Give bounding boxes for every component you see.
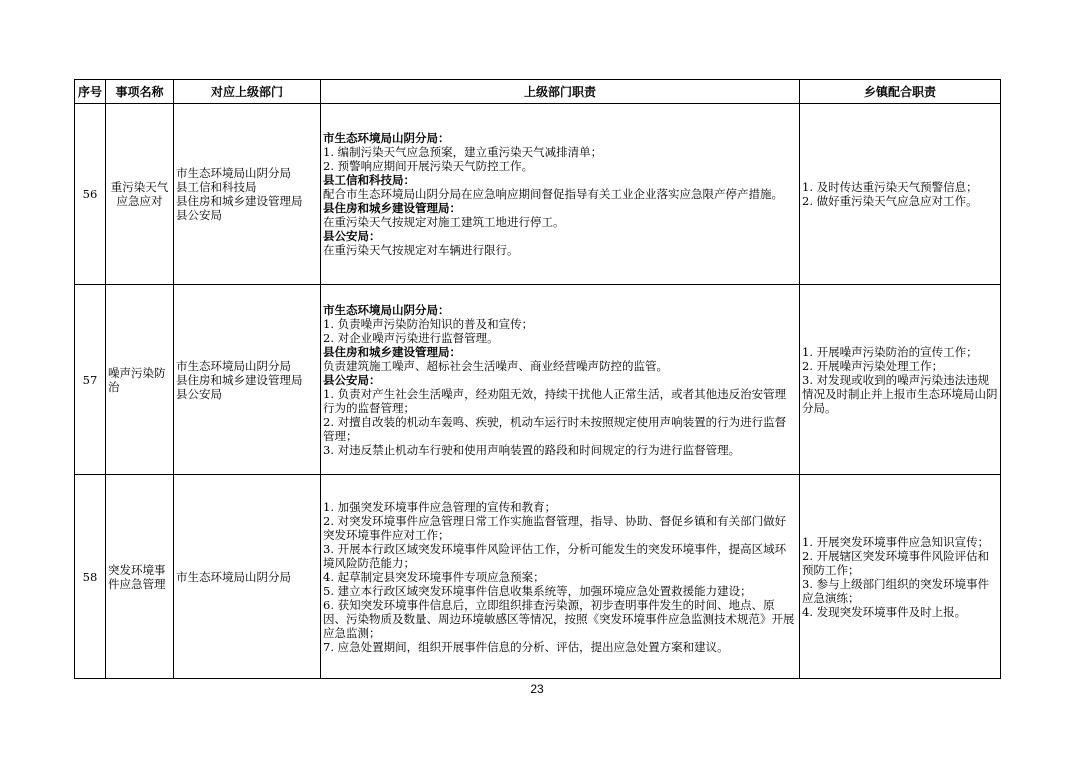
town-duty: 2. 做好重污染天气应急应对工作。 [802,194,978,208]
department: 县住房和城乡建设管理局 [176,194,303,208]
department: 县公安局 [176,386,222,401]
duty-list [321,475,800,679]
header-no: 序号 [75,80,106,104]
duty-line: 1. 负责对产生社会生活噪声，经劝阻无效，持续干扰他人正常生活，或者其他违反治安管理行为的监督管理； [323,386,787,415]
table-row [75,285,1001,475]
duty-line: 2. 对企业噪声污染进行监督管理。 [323,330,499,345]
department: 县公安局 [176,208,222,222]
row-number: 58 [75,475,106,679]
department: 市生态环境局山阴分局 [176,569,291,584]
town-duty: 3. 对发现或收到的噪声污染违法违规情况及时制止并上报市生态环境局山阴分局。 [802,372,998,415]
duty-line: 在重污染天气按规定对施工建筑工地进行停工。 [323,215,565,229]
town-duty: 2. 开展辖区突发环境事件风险评估和预防工作； [802,548,990,577]
duty-line: 7. 应急处置期间，组织开展事件信息的分析、评估，提出应急处置方案和建议。 [323,639,729,654]
table-row [75,104,1001,285]
town-duty-list [800,104,1001,285]
duty-line: 在重污染天气按规定对车辆进行限行。 [323,243,519,257]
department: 县工信和科技局 [176,180,257,194]
department: 市生态环境局山阴分局 [176,166,291,180]
duty-dept-heading: 市生态环境局山阴分局： [323,302,450,317]
responsibility-table [74,79,1001,679]
duty-list [321,104,800,285]
duty-dept-heading: 县工信和科技局： [323,173,415,187]
town-duty: 1. 开展突发环境事件应急知识宣传； [802,534,990,549]
department-list [174,285,321,475]
duty-dept-heading: 县住房和城乡建设管理局： [323,344,461,359]
duty-line: 3. 对违反禁止机动车行驶和使用声响装置的路段和时间规定的行为进行监督管理。 [323,442,741,457]
duty-dept-heading: 县住房和城乡建设管理局： [323,201,461,215]
duty-line: 1. 加强突发环境事件应急管理的宣传和教育； [323,499,557,514]
duty-line: 负责建筑施工噪声、超标社会生活噪声、商业经营噪声防控的监管。 [323,358,668,373]
department-list [174,104,321,285]
town-duty: 4. 发现突发环境事件及时上报。 [802,604,967,619]
duty-line: 1. 负责噪声污染防治知识的普及和宣传； [323,316,534,331]
duty-line: 5. 建立本行政区域突发环境事件信息收集系统等，加强环境应急处置救援能力建设； [323,583,752,598]
town-duty: 1. 及时传达重污染天气预警信息； [802,180,978,194]
header-superior-dept: 对应上级部门 [174,80,321,104]
town-duty-list [800,285,1001,475]
duty-line: 2. 预警响应期间开展污染天气防控工作。 [323,159,534,173]
department: 市生态环境局山阴分局 [176,358,291,373]
duty-list [321,285,800,475]
header-town-duties: 乡镇配合职责 [800,80,1001,104]
row-number: 57 [75,285,106,475]
department-list [174,475,321,679]
header-superior-duties: 上级部门职责 [321,80,800,104]
duty-line: 2. 对擅自改装的机动车轰鸣、疾驶，机动车运行时未按照规定使用声响装置的行为进行监督管理； [323,414,787,443]
row-number: 56 [75,104,106,285]
town-duty: 3. 参与上级部门组织的突发环境事件应急演练； [802,576,990,605]
duty-line: 1. 编制污染天气应急预案，建立重污染天气减排清单； [323,145,603,159]
town-duty: 2. 开展噪声污染处理工作； [802,358,944,373]
item-name: 噪声污染防治 [106,285,174,475]
item-name: 重污染天气应急应对 [106,104,174,285]
department: 县住房和城乡建设管理局 [176,372,303,387]
table-header-row [75,80,1001,104]
duty-line: 6. 获知突发环境事件信息后，立即组织排查污染源，初步查明事件发生的时间、地点、原因、污染物质及数量、周边环境敏感区等情况，按照《突发环境事件应急监测技术规范》开展应急监测； [323,597,795,640]
page-number: 23 [530,682,544,696]
item-name: 突发环境事件应急管理 [106,475,174,679]
duty-line: 2. 对突发环境事件应急管理日常工作实施监督管理，指导、协助、督促乡镇和有关部门做好突发环境事件应对工作； [323,513,787,542]
duty-dept-heading: 县公安局： [323,229,381,243]
duty-line: 3. 开展本行政区域突发环境事件风险评估工作，分析可能发生的突发环境事件，提高区域环境风险防范能力； [323,541,787,570]
duty-line: 4. 起草制定县突发环境事件专项应急预案； [323,569,545,584]
town-duty: 1. 开展噪声污染防治的宣传工作； [802,344,978,359]
town-duty-list [800,475,1001,679]
table-row [75,475,1001,679]
duty-dept-heading: 市生态环境局山阴分局： [323,131,450,145]
header-item-name: 事项名称 [106,80,174,104]
duty-line: 配合市生态环境局山阴分局在应急响应期间督促指导有关工业企业落实应急限产停产措施。 [323,187,783,201]
duty-dept-heading: 县公安局： [323,372,381,387]
